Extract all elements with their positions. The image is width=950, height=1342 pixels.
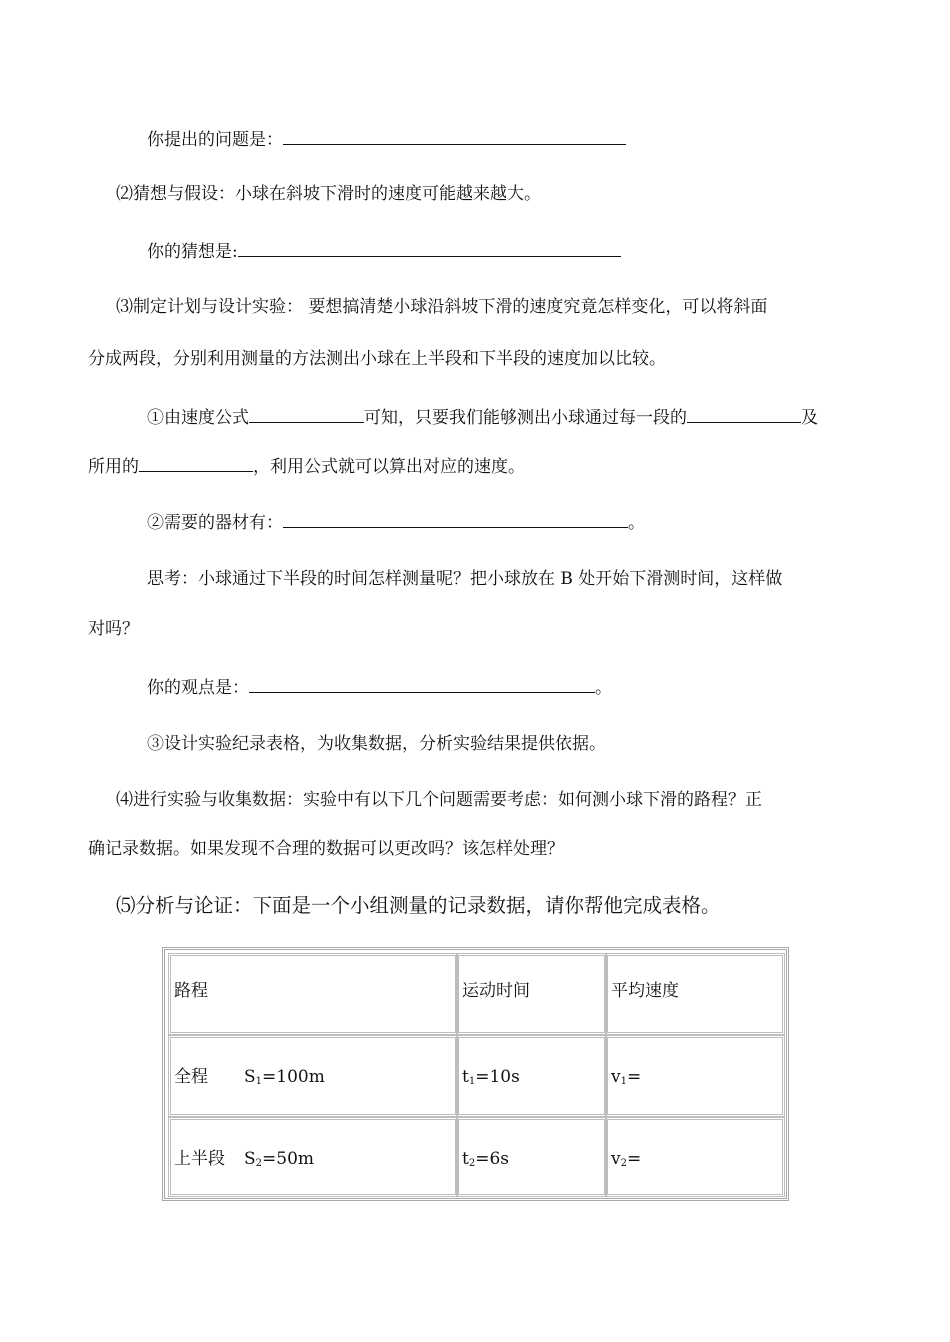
row2-s-val: =50m — [262, 1149, 315, 1169]
view-prompt: 你的观点是： — [147, 678, 249, 698]
plan-text-line1: ⑶制定计划与设计实验： 要想搞清楚小球沿斜坡下滑的速度究竟怎样变化，可以将斜面 — [116, 297, 768, 317]
row2-v-var: v — [611, 1149, 621, 1169]
row1-v-val: = — [626, 1067, 642, 1087]
view-blank[interactable] — [249, 676, 595, 693]
row1-s-val: =100m — [262, 1067, 325, 1087]
step3-text: ③设计实验纪录表格，为收集数据，分析实验结果提供依据。 — [147, 734, 606, 754]
row2-label: 上半段 — [174, 1149, 225, 1169]
row1-s-sub: 1 — [255, 1076, 263, 1087]
table-header-distance: 路程 — [168, 953, 458, 1035]
step2-line — [147, 511, 645, 534]
equipment-prompt: ②需要的器材有： — [147, 513, 283, 533]
step1-line2 — [88, 455, 525, 478]
equipment-blank[interactable] — [283, 511, 628, 528]
table-row-2-distance — [168, 1117, 458, 1197]
row1-t-var: t — [462, 1067, 469, 1087]
view-period: 。 — [595, 678, 612, 698]
step1-used-label: 所用的 — [88, 457, 139, 477]
table-row-2-time — [456, 1117, 607, 1197]
step1-and: 及 — [801, 408, 818, 428]
guess-prompt-line — [147, 240, 621, 263]
table-row-1-speed[interactable] — [605, 1035, 785, 1117]
hypothesis-text: ⑵猜想与假设：小球在斜坡下滑时的速度可能越来越大。 — [116, 184, 541, 204]
formula-blank[interactable] — [249, 406, 364, 423]
think-text-line2: 对吗？ — [88, 619, 139, 639]
step1-end-text: ，利用公式就可以算出对应的速度。 — [253, 457, 525, 477]
table-row-1-distance — [168, 1035, 458, 1117]
experiment-text-line1: ⑷进行实验与收集数据：实验中有以下几个问题需要考虑：如何测小球下滑的路程？正 — [116, 790, 762, 810]
question-prompt: 你提出的问题是： — [147, 130, 283, 150]
distance-blank[interactable] — [687, 406, 801, 423]
guess-prompt: 你的猜想是: — [147, 242, 238, 262]
row1-label: 全程 — [174, 1067, 208, 1087]
step2-period: 。 — [628, 513, 645, 533]
data-table — [162, 947, 789, 1201]
row1-v-sub: 1 — [620, 1076, 627, 1087]
row2-t-val: =6s — [475, 1149, 510, 1169]
row2-v-val: = — [626, 1149, 642, 1169]
row1-s-var: S — [244, 1067, 256, 1087]
row2-s-sub: 2 — [255, 1158, 263, 1169]
table-row-2-speed[interactable] — [605, 1117, 785, 1197]
row2-t-var: t — [462, 1149, 469, 1169]
experiment-text-line2: 确记录数据。如果发现不合理的数据可以更改吗？该怎样处理？ — [88, 839, 564, 859]
analysis-text: ⑸分析与论证：下面是一个小组测量的记录数据，请你帮他完成表格。 — [116, 894, 721, 917]
time-blank[interactable] — [139, 455, 253, 472]
guess-answer-blank[interactable] — [238, 240, 621, 257]
row2-t-sub: 2 — [468, 1158, 476, 1169]
plan-text-line2: 分成两段，分别利用测量的方法测出小球在上半段和下半段的速度加以比较。 — [88, 349, 666, 369]
step1-formula-label: ①由速度公式 — [147, 408, 249, 428]
row2-s-var: S — [244, 1149, 256, 1169]
row1-t-val: =10s — [475, 1067, 520, 1087]
think-text-line1: 思考：小球通过下半段的时间怎样测量呢？把小球放在 B 处开始下滑测时间，这样做 — [147, 569, 783, 589]
row1-v-var: v — [611, 1067, 621, 1087]
table-header-time: 运动时间 — [456, 953, 607, 1035]
row2-v-sub: 2 — [620, 1158, 627, 1169]
step1-middle-text: 可知，只要我们能够测出小球通过每一段的 — [364, 408, 687, 428]
table-row-1-time — [456, 1035, 607, 1117]
question-answer-blank[interactable] — [283, 128, 626, 145]
question-prompt-line — [147, 128, 626, 151]
step1-line1 — [147, 406, 818, 429]
row1-t-sub: 1 — [468, 1076, 476, 1087]
table-header-speed: 平均速度 — [605, 953, 785, 1035]
view-line — [147, 676, 612, 699]
